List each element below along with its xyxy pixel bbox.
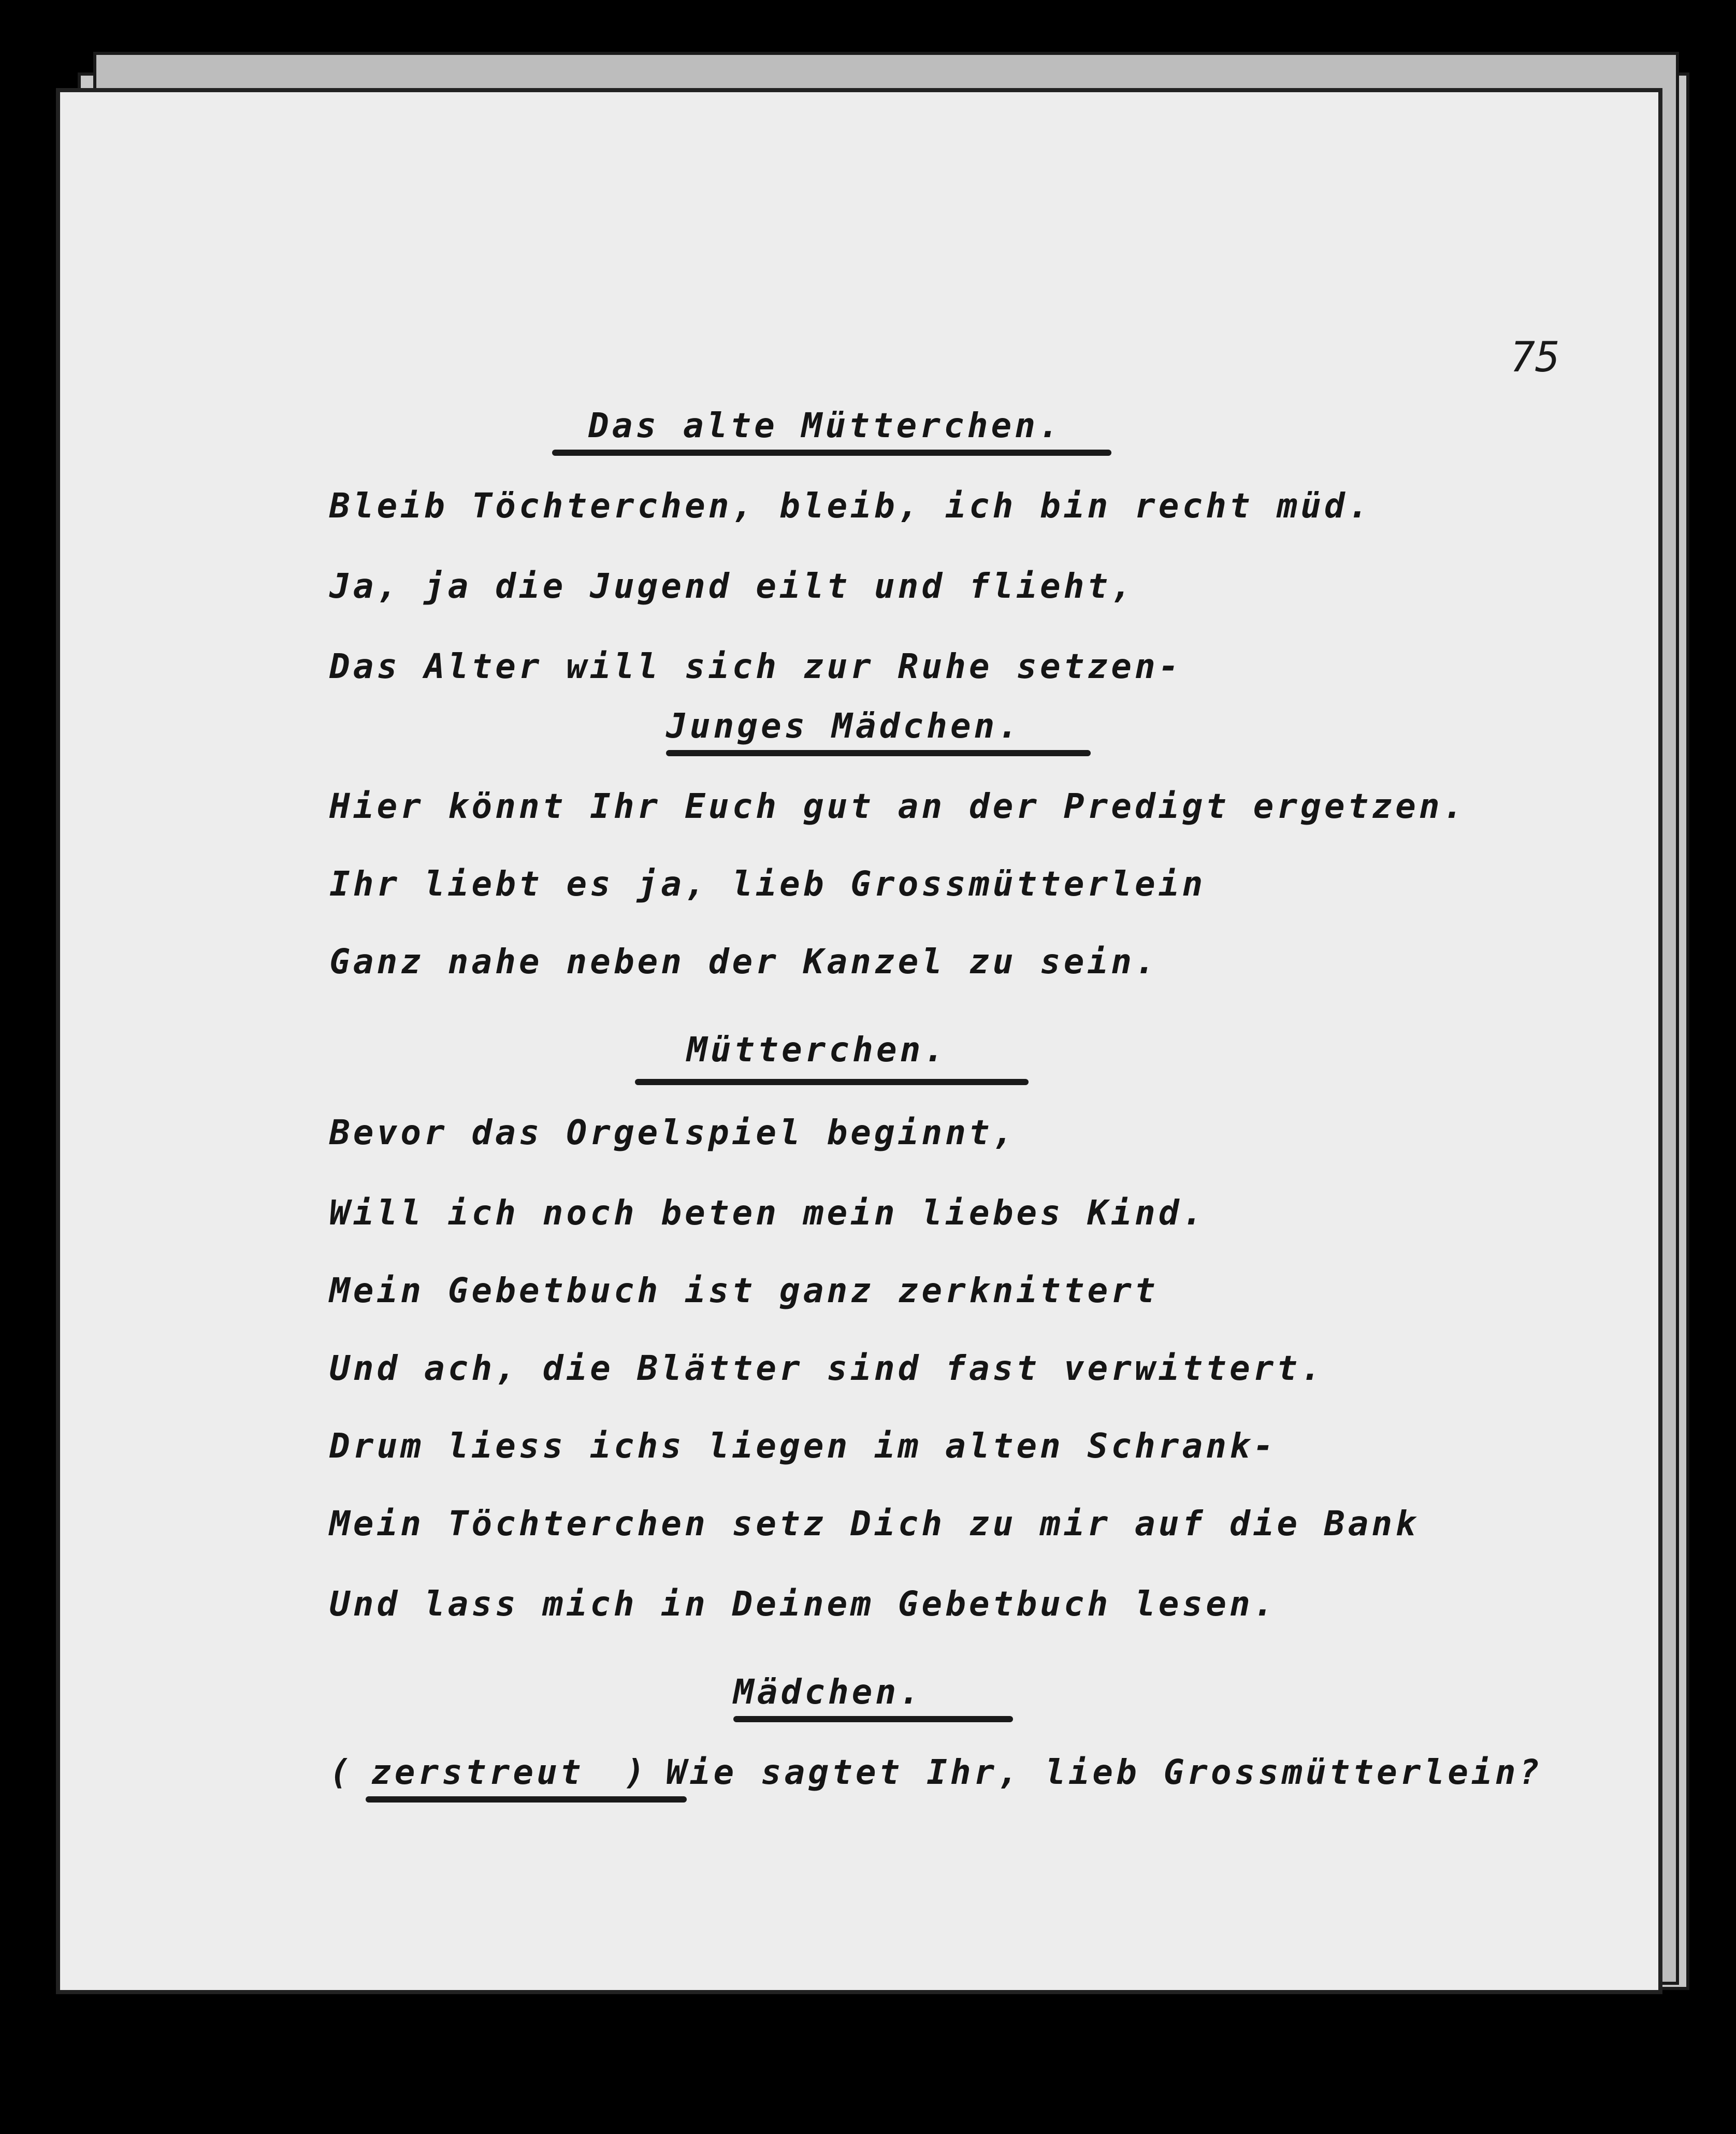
stage-direction-open-paren: ( [329, 1752, 353, 1792]
verse-line: Will ich noch beten mein liebes Kind. [329, 1193, 1206, 1233]
stage-direction: zerstreut [371, 1752, 584, 1792]
verse-line: Mein Töchterchen setz Dich zu mir auf die Bank [329, 1504, 1419, 1544]
verse-line: Und lass mich in Deinem Gebetbuch lesen. [329, 1584, 1277, 1624]
stage-direction-underline [366, 1796, 687, 1803]
verse-line: Hier könnt Ihr Euch gut an der Predigt ergetzen. [329, 786, 1467, 826]
stage-direction-close-paren: ) [625, 1752, 648, 1792]
section-heading: Mütterchen. [687, 1030, 948, 1070]
verse-line: Das Alter will sich zur Ruhe setzen- [329, 646, 1182, 686]
heading-underline [666, 750, 1091, 756]
verse-line: Wie sagtet Ihr, lieb Grossmütterlein? [666, 1752, 1543, 1792]
section-heading: Junges Mädchen. [666, 706, 1022, 746]
section-heading: Das alte Mütterchen. [588, 406, 1062, 445]
page-number: 75 [1510, 333, 1560, 381]
heading-underline [552, 450, 1111, 456]
verse-line: Bleib Töchterchen, bleib, ich bin recht müd. [329, 486, 1372, 526]
verse-line: Ja, ja die Jugend eilt und flieht, [329, 566, 1135, 606]
typescript-page [56, 88, 1662, 1994]
verse-line: Mein Gebetbuch ist ganz zerknittert [329, 1271, 1159, 1310]
verse-line: Und ach, die Blätter sind fast verwittert. [329, 1348, 1324, 1388]
section-heading: Mädchen. [733, 1672, 923, 1712]
verse-line: Ganz nahe neben der Kanzel zu sein. [329, 942, 1159, 982]
verse-line: Bevor das Orgelspiel beginnt, [329, 1113, 1017, 1152]
heading-underline [635, 1079, 1029, 1085]
verse-line: Ihr liebt es ja, lieb Grossmütterlein [329, 864, 1206, 904]
verse-line: Drum liess ichs liegen im alten Schrank- [329, 1426, 1277, 1466]
heading-underline [733, 1716, 1013, 1722]
